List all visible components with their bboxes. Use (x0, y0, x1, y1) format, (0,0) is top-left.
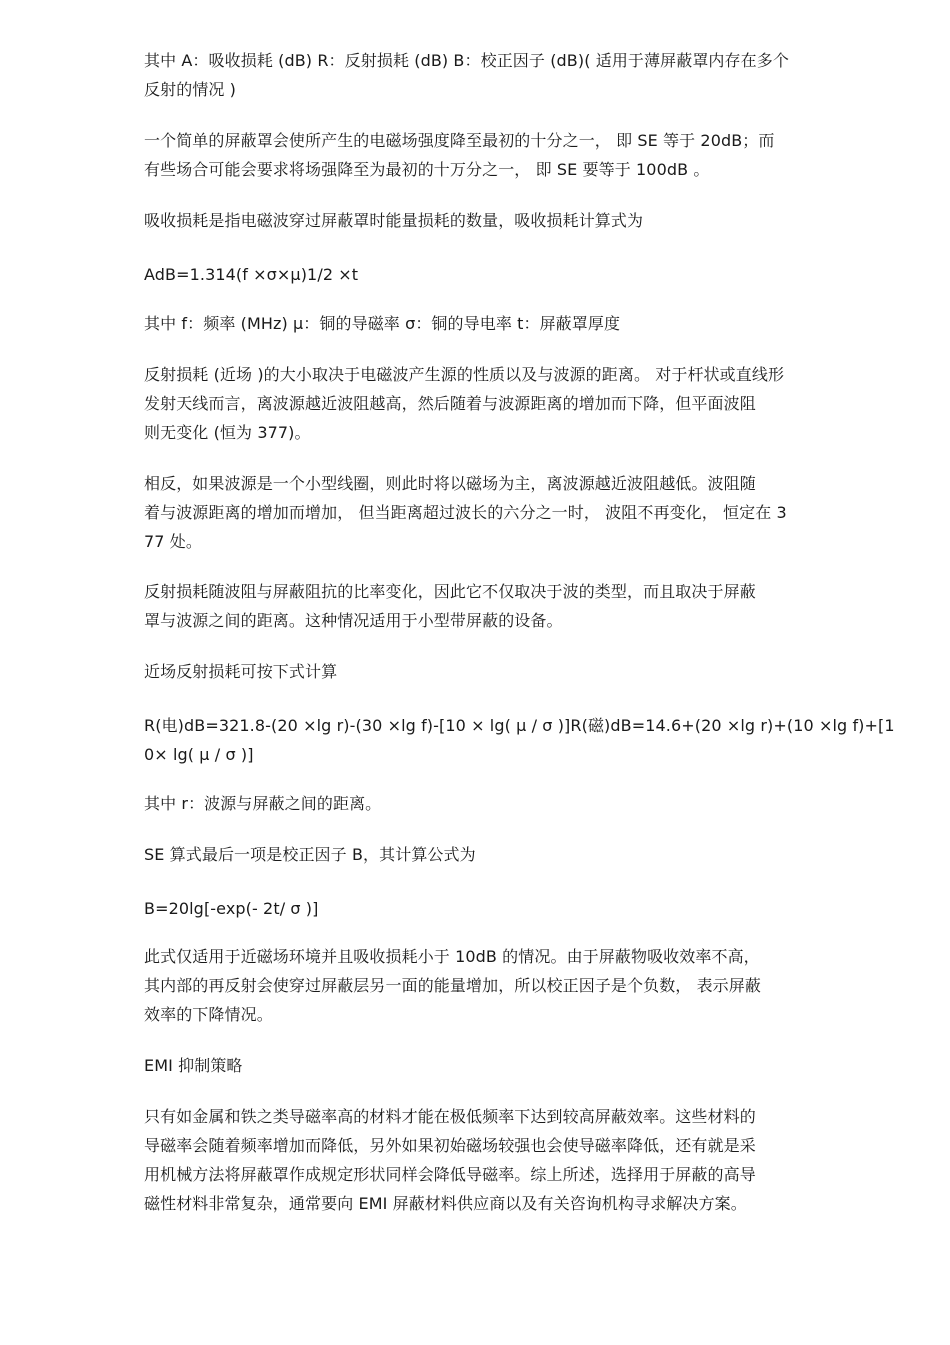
para-near-field-formula-intro (144, 657, 884, 686)
para-r-definition (144, 789, 884, 818)
text-line: 有些场合可能会要求将场强降至为最初的十万分之一， 即 SE 要等于 100dB 。 (144, 160, 710, 179)
section-heading: EMI 抑制策略 (144, 1056, 243, 1075)
text-line: 此式仅适用于近磁场环境并且吸收损耗小于 10dB 的情况。由于屏蔽物吸收效率不高， (144, 947, 760, 966)
text-line: 其内部的再反射会使穿过屏蔽层另一面的能量增加，所以校正因子是个负数， 表示屏蔽 (144, 976, 761, 995)
text-line: 其中 r：波源与屏蔽之间的距离。 (144, 794, 382, 813)
para-absorption-intro (144, 206, 884, 235)
formula-line: AdB=1.314(f ×σ×μ)1/2 ×t (144, 265, 359, 284)
text-line: 用机械方法将屏蔽罩作成规定形状同样会降低导磁率。综上所述，选择用于屏蔽的高导 (144, 1165, 756, 1184)
para-se-reduction (144, 126, 884, 184)
para-emi-materials (144, 1102, 884, 1218)
formula-line: 0× lg( μ / σ )] (144, 745, 254, 764)
text-line: 导磁率会随着频率增加而降低，另外如果初始磁场较强也会使导磁率降低，还有就是采 (144, 1136, 756, 1155)
para-absorption-vars (144, 309, 884, 338)
text-line: 反射损耗 (近场 )的大小取决于电磁波产生源的性质以及与波源的距离。 对于杆状或直线形 (144, 365, 785, 384)
text-line: 反射的情况 ) (144, 80, 237, 99)
text-line: 近场反射损耗可按下式计算 (144, 662, 338, 681)
text-line: 磁性材料非常复杂，通常要向 EMI 屏蔽材料供应商以及有关咨询机构寻求解决方案。 (144, 1194, 747, 1213)
para-correction-intro (144, 840, 884, 869)
text-line: 发射天线而言，离波源越近波阻越高，然后随着与波源距离的增加而下降，但平面波阻 (144, 394, 756, 413)
text-line: SE 算式最后一项是校正因子 B，其计算公式为 (144, 845, 476, 864)
para-correction-explain (144, 942, 884, 1029)
text-line: 其中 f：频率 (MHz) μ：铜的导磁率 σ：铜的导电率 t：屏蔽罩厚度 (144, 314, 621, 333)
text-line: 反射损耗随波阻与屏蔽阻抗的比率变化，因此它不仅取决于波的类型，而且取决于屏蔽 (144, 582, 756, 601)
text-line: 77 处。 (144, 532, 202, 551)
formula-correction (144, 894, 884, 923)
formula-line: R(电)dB=321.8-(20 ×lg r)-(30 ×lg f)-[10 × lg( μ / σ )]R(磁)dB=14.6+(20 ×lg r)+(10 ×lg f)+[1 (144, 716, 895, 735)
para-reflection-ratio (144, 577, 884, 635)
heading-emi-strategy (144, 1051, 884, 1080)
text-line: 罩与波源之间的距离。这种情况适用于小型带屏蔽的设备。 (144, 611, 563, 630)
text-line: 其中 A：吸收损耗 (dB) R：反射损耗 (dB) B：校正因子 (dB)( 适用于薄屏蔽罩内存在多个 (144, 51, 789, 70)
formula-absorption (144, 260, 884, 289)
para-abr-definitions (144, 46, 884, 104)
para-small-loop (144, 469, 884, 556)
formula-reflection (144, 711, 895, 769)
text-line: 一个简单的屏蔽罩会使所产生的电磁场强度降至最初的十分之一， 即 SE 等于 20dB；而 (144, 131, 775, 150)
text-line: 着与波源距离的增加而增加， 但当距离超过波长的六分之一时， 波阻不再变化， 恒定在 3 (144, 503, 787, 522)
text-line: 则无变化 (恒为 377)。 (144, 423, 311, 442)
text-line: 相反，如果波源是一个小型线圈，则此时将以磁场为主，离波源越近波阻越低。波阻随 (144, 474, 756, 493)
text-line: 吸收损耗是指电磁波穿过屏蔽罩时能量损耗的数量，吸收损耗计算式为 (144, 211, 644, 230)
text-line: 只有如金属和铁之类导磁率高的材料才能在极低频率下达到较高屏蔽效率。这些材料的 (144, 1107, 756, 1126)
para-reflection-near-field (144, 360, 884, 447)
text-line: 效率的下降情况。 (144, 1005, 273, 1024)
formula-line: B=20lg[-exp(- 2t/ σ )] (144, 899, 319, 918)
